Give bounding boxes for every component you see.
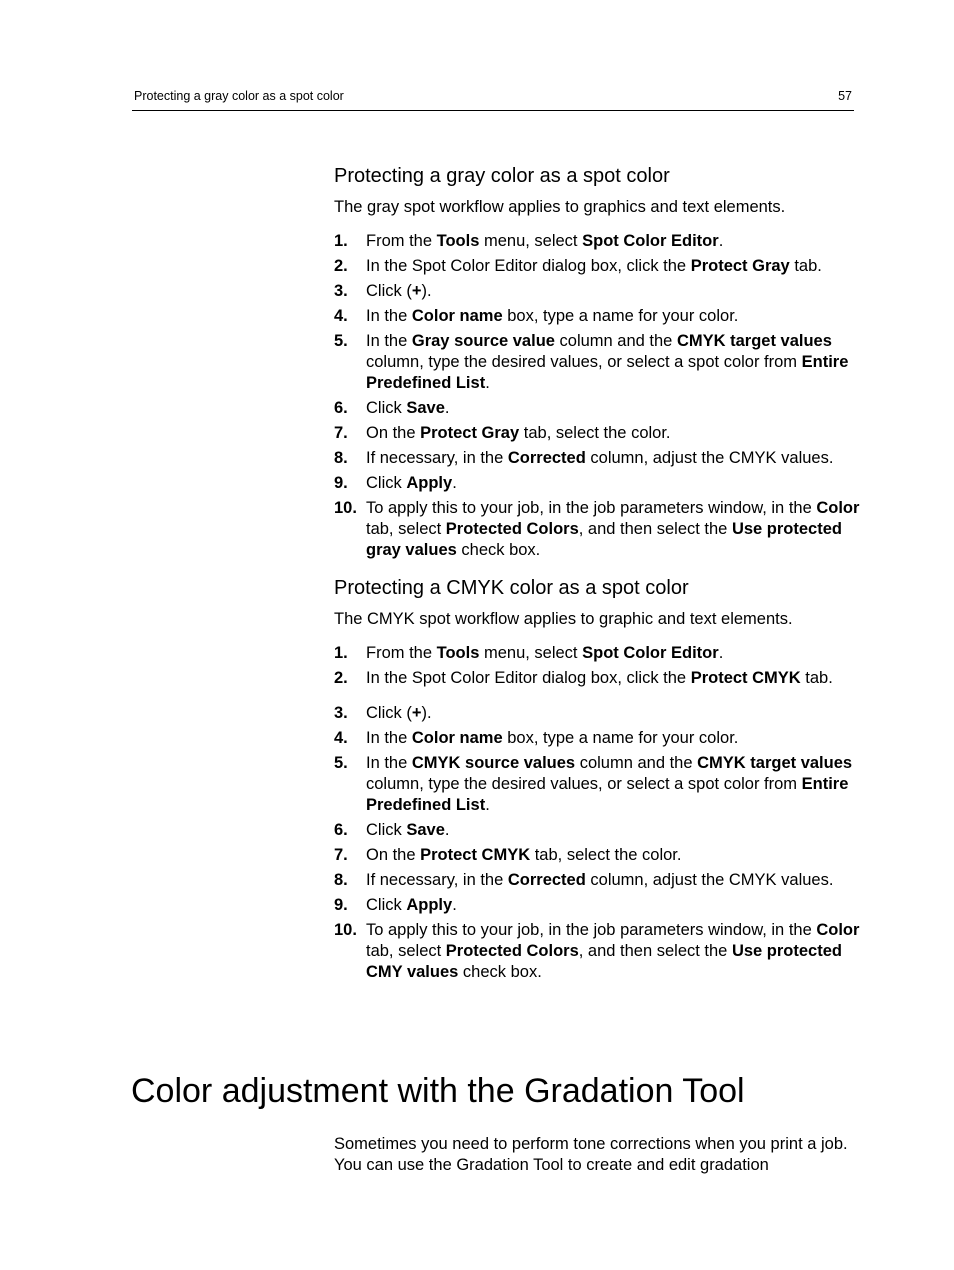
step-ui-term: + xyxy=(411,704,422,722)
step-ui-term: Corrected xyxy=(507,871,586,889)
section-protect-gray xyxy=(334,163,864,561)
step-item xyxy=(334,306,864,327)
step-ui-term: Corrected xyxy=(507,449,586,467)
step-text: menu, select xyxy=(479,232,583,250)
step-ui-term: CMYK target values xyxy=(697,754,853,772)
step-text: If necessary, in the xyxy=(366,449,508,467)
step-item xyxy=(334,845,864,866)
step-item xyxy=(334,331,864,394)
step-item xyxy=(334,703,864,724)
step-item xyxy=(334,256,864,277)
step-item xyxy=(334,448,864,469)
step-ui-term: Color xyxy=(816,921,860,939)
step-text: . xyxy=(444,399,450,417)
running-header-title: Protecting a gray color as a spot color xyxy=(134,89,344,103)
step-item xyxy=(334,820,864,841)
step-text: To apply this to your job, in the job parameters window, in the xyxy=(366,921,817,939)
step-text: . xyxy=(452,474,457,492)
step-number: 6. xyxy=(334,821,348,839)
step-text: To apply this to your job, in the job parameters window, in the xyxy=(366,499,817,517)
step-text: , and then select the xyxy=(578,942,732,960)
step-number: 4. xyxy=(334,307,348,325)
step-text: check box. xyxy=(456,541,541,559)
step-text: column and the xyxy=(575,754,698,772)
step-number: 10. xyxy=(334,921,357,939)
step-ui-term: CMYK target values xyxy=(676,332,832,350)
step-text: . xyxy=(485,374,490,392)
step-ui-term: Use protected CMY values xyxy=(366,942,842,981)
step-text: column, type the desired values, or select a spot color from xyxy=(366,775,802,793)
step-ui-term: Protect CMYK xyxy=(690,669,801,687)
step-item xyxy=(334,473,864,494)
step-text: tab, select xyxy=(366,942,446,960)
step-ui-term: Protect Gray xyxy=(420,424,520,442)
steps-list xyxy=(334,643,864,983)
step-text: Click xyxy=(366,399,407,417)
step-number: 3. xyxy=(334,282,348,300)
step-ui-term: Tools xyxy=(436,232,480,250)
step-text: tab, select the color. xyxy=(530,846,682,864)
step-text: In the xyxy=(366,332,412,350)
step-text: In the Spot Color Editor dialog box, click the xyxy=(366,669,691,687)
step-ui-term: Save xyxy=(406,821,445,839)
step-ui-term: Gray source value xyxy=(411,332,555,350)
step-text: In the xyxy=(366,307,412,325)
step-text: Click ( xyxy=(366,704,412,722)
step-number: 1. xyxy=(334,232,348,250)
step-ui-term: + xyxy=(411,282,422,300)
step-ui-term: Entire Predefined List xyxy=(366,353,849,392)
step-text: If necessary, in the xyxy=(366,871,508,889)
step-ui-term: Color xyxy=(816,499,860,517)
section-protect-cmyk xyxy=(334,575,864,983)
step-text: tab, select xyxy=(366,520,446,538)
step-text: tab. xyxy=(789,257,822,275)
section-heading: Protecting a gray color as a spot color xyxy=(334,165,670,187)
step-text: box, type a name for your color. xyxy=(502,307,739,325)
step-text: , and then select the xyxy=(578,520,732,538)
body-paragraph: Sometimes you need to perform tone corrections when you print a job. You can use the Gradation Tool to create and edit gradation xyxy=(334,1135,848,1174)
step-item xyxy=(334,643,864,664)
step-number: 3. xyxy=(334,704,348,722)
step-item xyxy=(334,231,864,252)
step-text: ). xyxy=(421,704,432,722)
step-ui-term: Save xyxy=(406,399,445,417)
step-item xyxy=(334,498,864,561)
step-item xyxy=(334,423,864,444)
step-text: check box. xyxy=(458,963,542,981)
step-item xyxy=(334,895,864,916)
step-text: In the xyxy=(366,754,412,772)
step-text: Click xyxy=(366,821,407,839)
step-item xyxy=(334,920,864,983)
step-number: 1. xyxy=(334,644,348,662)
step-text: . xyxy=(444,821,450,839)
step-number: 7. xyxy=(334,424,348,442)
step-ui-term: Use protected gray values xyxy=(366,520,842,559)
step-ui-term: Protected Colors xyxy=(445,520,579,538)
step-ui-term: Protected Colors xyxy=(445,942,579,960)
header-rule xyxy=(132,110,854,111)
step-number: 8. xyxy=(334,449,348,467)
step-item xyxy=(334,281,864,302)
step-number: 7. xyxy=(334,846,348,864)
section-intro: The CMYK spot workflow applies to graphic and text elements. xyxy=(334,610,793,628)
step-number: 4. xyxy=(334,729,348,747)
step-text: . xyxy=(718,232,724,250)
step-text: From the xyxy=(366,644,437,662)
section-heading: Protecting a CMYK color as a spot color xyxy=(334,577,689,599)
step-number: 9. xyxy=(334,474,348,492)
step-text: Click xyxy=(366,896,407,914)
section-title: Color adjustment with the Gradation Tool xyxy=(131,1072,745,1110)
step-ui-term: Spot Color Editor xyxy=(582,232,719,250)
step-text: From the xyxy=(366,232,437,250)
step-ui-term: Apply xyxy=(406,474,453,492)
step-item xyxy=(334,728,864,749)
step-text: column, adjust the CMYK values. xyxy=(585,449,834,467)
step-number: 8. xyxy=(334,871,348,889)
step-text: tab. xyxy=(800,669,833,687)
step-ui-term: Apply xyxy=(406,896,453,914)
step-text: tab, select the color. xyxy=(519,424,671,442)
step-text: On the xyxy=(366,424,421,442)
step-ui-term: Protect Gray xyxy=(690,257,790,275)
step-text: . xyxy=(452,896,457,914)
step-text: Click ( xyxy=(366,282,412,300)
step-text: column, adjust the CMYK values. xyxy=(585,871,834,889)
step-item xyxy=(334,870,864,891)
step-text: . xyxy=(718,644,724,662)
step-ui-term: Protect CMYK xyxy=(420,846,531,864)
step-item xyxy=(334,753,864,816)
step-text: column, type the desired values, or select a spot color from xyxy=(366,353,802,371)
step-number: 9. xyxy=(334,896,348,914)
step-number: 6. xyxy=(334,399,348,417)
step-number: 10. xyxy=(334,499,357,517)
step-ui-term: Entire Predefined List xyxy=(366,775,849,814)
step-text: box, type a name for your color. xyxy=(502,729,739,747)
step-text: column and the xyxy=(554,332,677,350)
step-text: ). xyxy=(421,282,432,300)
step-item xyxy=(334,398,864,419)
step-text: On the xyxy=(366,846,421,864)
step-text: Click xyxy=(366,474,407,492)
step-ui-term: CMYK source values xyxy=(411,754,576,772)
step-number: 2. xyxy=(334,669,348,687)
step-number: 5. xyxy=(334,754,348,772)
steps-list xyxy=(334,231,864,561)
step-text: In the Spot Color Editor dialog box, click the xyxy=(366,257,691,275)
step-number: 5. xyxy=(334,332,348,350)
step-text: . xyxy=(485,796,490,814)
step-ui-term: Color name xyxy=(411,307,503,325)
step-text: In the xyxy=(366,729,412,747)
page-number: 57 xyxy=(838,89,852,103)
step-ui-term: Color name xyxy=(411,729,503,747)
step-ui-term: Tools xyxy=(436,644,480,662)
section-intro: The gray spot workflow applies to graphics and text elements. xyxy=(334,198,786,216)
content-column xyxy=(334,163,864,987)
step-text: menu, select xyxy=(479,644,583,662)
step-ui-term: Spot Color Editor xyxy=(582,644,719,662)
step-item xyxy=(334,668,864,689)
step-number: 2. xyxy=(334,257,348,275)
